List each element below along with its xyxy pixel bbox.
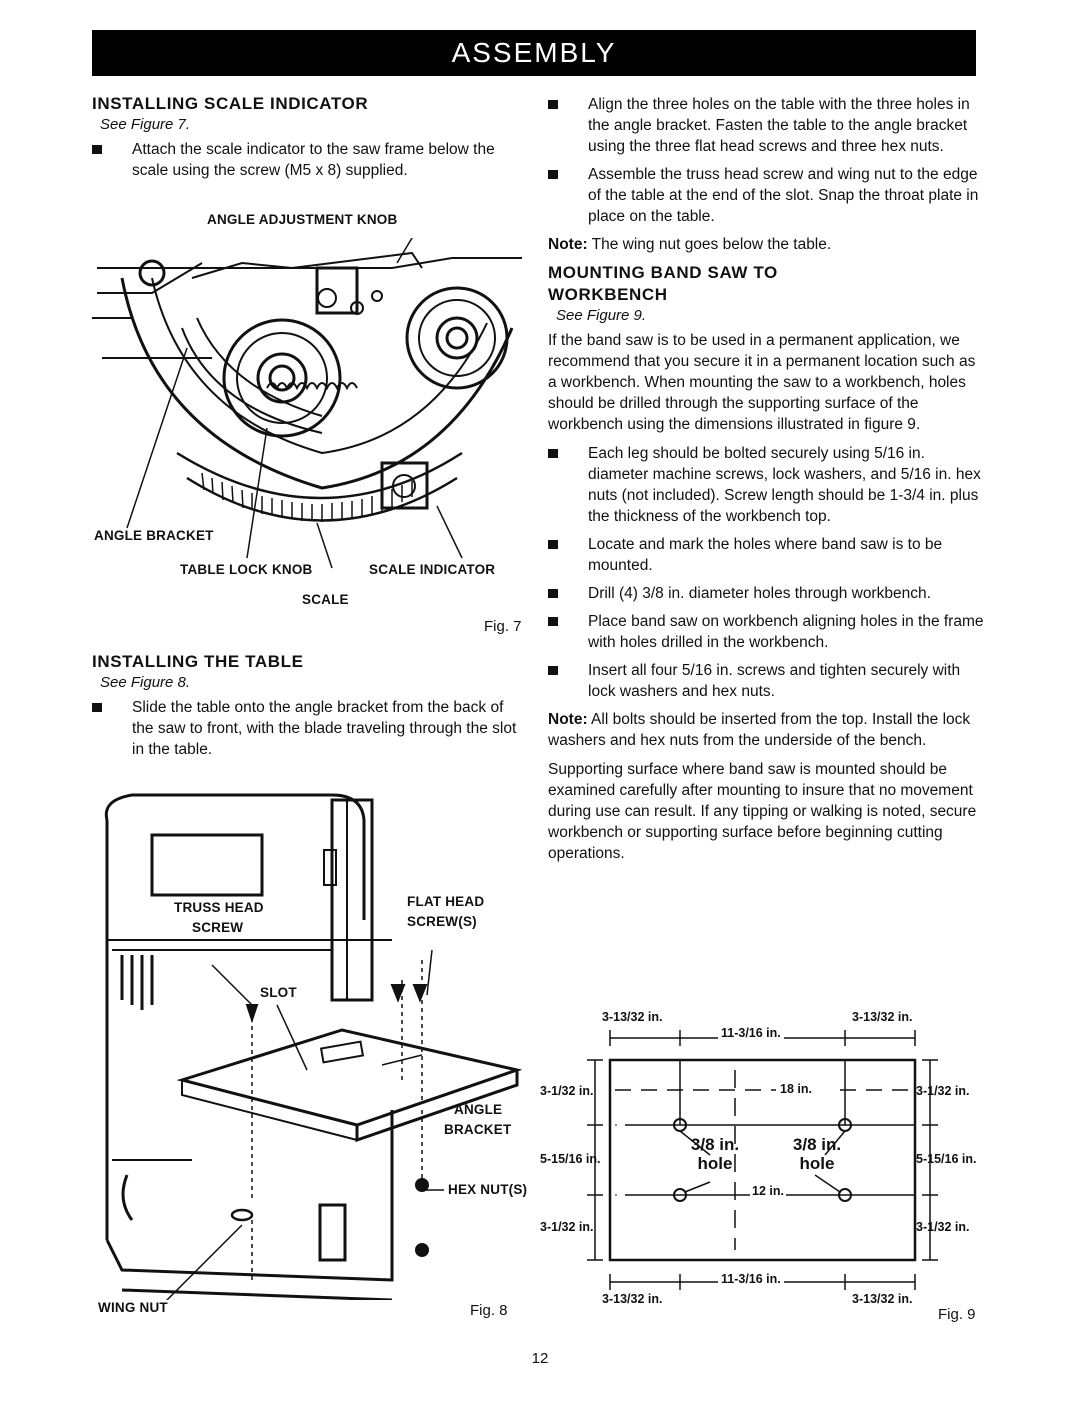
section-banner xyxy=(92,30,976,76)
see-figure-8: See Figure 8. xyxy=(100,674,191,691)
page-number: 12 xyxy=(531,1350,549,1367)
heading-mounting-1: MOUNTING BAND SAW TO xyxy=(548,263,778,282)
label-slot: SLOT xyxy=(260,985,297,1000)
note-text: All bolts should be inserted from the top. Install the lock washers and hex nuts from the underside of the bench. xyxy=(548,711,971,749)
label-flat-screws: SCREW(S) xyxy=(407,914,477,929)
note-wing-nut xyxy=(548,234,986,255)
label-truss-screw: SCREW xyxy=(192,920,244,935)
label-angle-adjustment-knob: ANGLE ADJUSTMENT KNOB xyxy=(207,212,398,227)
label-wing-nut: WING NUT xyxy=(98,1300,168,1315)
section-title: ASSEMBLY xyxy=(451,37,617,68)
bullet-square xyxy=(92,703,102,712)
supporting-surface-text: Supporting surface where band saw is mounted should be examined carefully after mounting to insure that no movement during use can result. If any tipping or walking is noted, secure workbench or supporting surface before beginning cutting operations. xyxy=(548,761,977,862)
scale-assembly-illustration xyxy=(92,238,522,598)
hole-size-right: 3/8 in. xyxy=(792,1135,842,1154)
installing-table-section xyxy=(92,652,522,767)
label-truss-head: TRUSS HEAD xyxy=(174,900,264,915)
bullet-square xyxy=(548,449,558,458)
bullet-text: Place band saw on workbench aligning holes in the frame with holes drilled in the workbench. xyxy=(588,613,984,651)
label-table-lock-knob: TABLE LOCK KNOB xyxy=(180,562,313,577)
label-flat-head: FLAT HEAD xyxy=(407,894,485,909)
note-label: Note: xyxy=(548,236,588,253)
bullet-text: Align the three holes on the table with the three holes in the angle bracket. Fasten the table to the angle bracket using the three flat head screws and three hex nuts. xyxy=(588,96,970,155)
dim-bot-right: 3-13/32 in. xyxy=(852,1292,913,1306)
dim-bot-left: 3-13/32 in. xyxy=(602,1292,663,1306)
bullet-item xyxy=(548,611,986,653)
bullet-text: Locate and mark the holes where band saw is to be mounted. xyxy=(588,536,943,574)
bullet-text: Each leg should be bolted securely using 5/16 in. diameter machine screws, lock washers, and 5/16 in. hex nuts (not included). Screw length should be 1-3/4 in. plus the thickness of the workbench top. xyxy=(588,445,981,525)
dim-left-mid: 5-15/16 in. xyxy=(540,1152,601,1166)
dim-left-top: 3-1/32 in. xyxy=(540,1084,594,1098)
note-text: The wing nut goes below the table. xyxy=(587,236,832,253)
label-bracket: BRACKET xyxy=(444,1122,512,1137)
figure-7 xyxy=(92,210,522,635)
right-column xyxy=(548,94,986,872)
see-figure-7: See Figure 7. xyxy=(100,116,191,133)
bullet-square xyxy=(548,540,558,549)
note-bolts xyxy=(548,709,986,751)
bullet-square xyxy=(92,145,102,154)
figure-9-caption: Fig. 9 xyxy=(938,1306,976,1323)
heading-installing-table: INSTALLING THE TABLE xyxy=(92,652,304,671)
table-assembly-illustration xyxy=(92,780,522,1300)
hole-size-left: 3/8 in. xyxy=(690,1135,740,1154)
dim-top-right: 3-13/32 in. xyxy=(852,1010,913,1024)
note-label: Note: xyxy=(548,711,588,728)
bullet-item xyxy=(548,94,986,157)
hole-label-left xyxy=(680,1135,750,1173)
label-hex-nuts: HEX NUT(S) xyxy=(448,1182,528,1197)
hole-word-left: hole xyxy=(697,1154,733,1173)
bullet-text: Assemble the truss head screw and wing nut to the edge of the table at the end of the slot. Snap the throat plate in place on the table. xyxy=(588,166,979,225)
hole-label-right xyxy=(782,1135,852,1173)
dim-bot-mid: 11-3/16 in. xyxy=(718,1272,784,1286)
heading-mounting-2: WORKBENCH xyxy=(548,285,668,304)
bullet-text: Insert all four 5/16 in. screws and tighten securely with lock washers and hex nuts. xyxy=(588,662,961,700)
bullet-square xyxy=(548,100,558,109)
bullet-text: Drill (4) 3/8 in. diameter holes through workbench. xyxy=(588,585,931,602)
bullet-square xyxy=(548,589,558,598)
dim-top-mid: 11-3/16 in. xyxy=(718,1026,784,1040)
figure-9 xyxy=(540,1010,990,1330)
figure-8-caption: Fig. 8 xyxy=(470,1302,508,1319)
bullet-square xyxy=(548,170,558,179)
figure-8 xyxy=(92,780,528,1335)
bullet-square xyxy=(548,666,558,675)
see-figure-9: See Figure 9. xyxy=(556,307,647,324)
heading-scale-indicator: INSTALLING SCALE INDICATOR xyxy=(92,94,369,113)
dim-right-top: 3-1/32 in. xyxy=(916,1084,970,1098)
bullet-text: Slide the table onto the angle bracket from the back of the saw to front, with the blade traveling through the slot in the table. xyxy=(132,699,517,758)
hole-word-right: hole xyxy=(799,1154,835,1173)
bullet-item xyxy=(92,697,522,760)
bullet-item xyxy=(548,534,986,576)
bullet-item xyxy=(548,660,986,702)
label-scale: SCALE xyxy=(302,592,349,607)
bullet-item xyxy=(92,139,522,181)
left-column xyxy=(92,94,522,188)
dim-right-mid: 5-15/16 in. xyxy=(916,1152,977,1166)
label-angle: ANGLE xyxy=(454,1102,503,1117)
figure-7-caption: Fig. 7 xyxy=(484,618,522,635)
bullet-text: Attach the scale indicator to the saw frame below the scale using the screw (M5 x 8) supplied. xyxy=(132,141,495,179)
bullet-item xyxy=(548,443,986,527)
dim-width: 18 in. xyxy=(776,1082,816,1096)
label-scale-indicator: SCALE INDICATOR xyxy=(369,562,496,577)
dim-depth: 12 in. xyxy=(752,1184,784,1198)
dim-top-left: 3-13/32 in. xyxy=(602,1010,663,1024)
bullet-item xyxy=(548,164,986,227)
mounting-intro: If the band saw is to be used in a permanent application, we recommend that you secure it in a permanent location such as a workbench. When mounting the saw to a workbench, holes should be drilled through the supporting surface of the workbench using the dimensions illustrated in figure 9. xyxy=(548,332,976,433)
dim-left-bot: 3-1/32 in. xyxy=(540,1220,594,1234)
dim-right-bot: 3-1/32 in. xyxy=(916,1220,970,1234)
bullet-square xyxy=(548,617,558,626)
bullet-item xyxy=(548,583,986,604)
label-angle-bracket: ANGLE BRACKET xyxy=(94,528,214,543)
